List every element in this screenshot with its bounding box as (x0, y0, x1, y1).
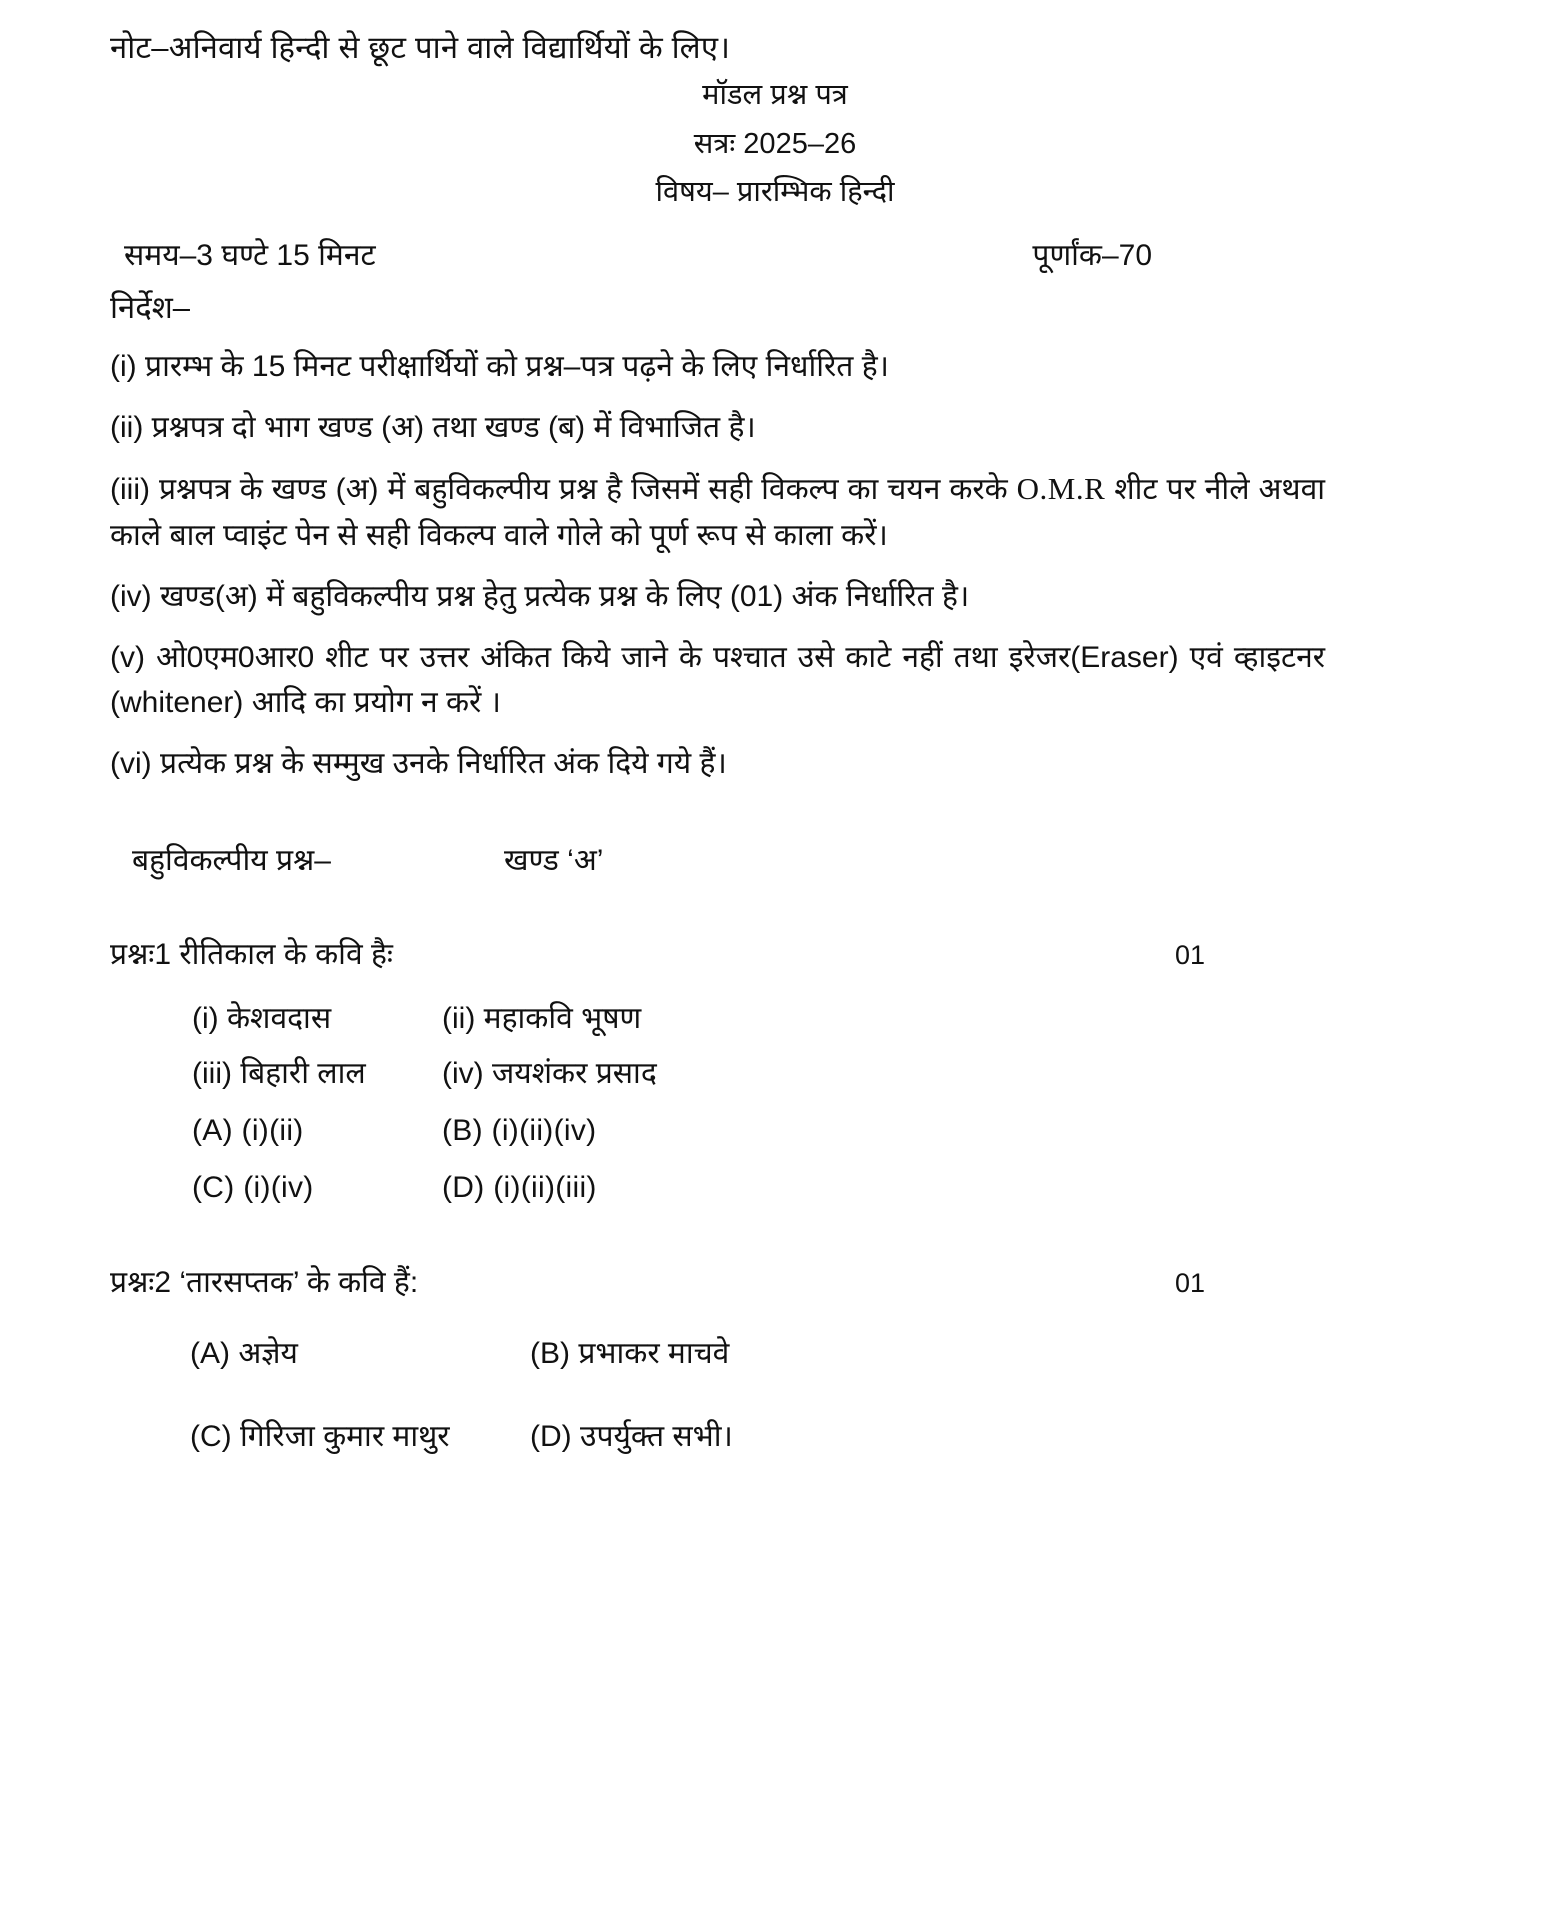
option-d[interactable] (530, 1417, 950, 1456)
instruction-text-mid: ) एवं व्हाइटनर ( (110, 640, 1325, 719)
roman-item-iii (192, 1054, 442, 1093)
instruction-text-before: प्रश्नपत्र के खण्ड (अ) में बहुविकल्पीय प्रश्न है जिसमें सही विकल्प का चयन करके (158, 473, 1008, 507)
question-1-marks: 01 (1175, 939, 1206, 970)
time-allowed: समय–3 घण्टे 15 मिनट (124, 239, 376, 273)
mcq-heading: बहुविकल्पीय प्रश्न– (132, 843, 331, 877)
roman-tag: (iii) (192, 1057, 232, 1091)
question-2 (110, 1263, 1440, 1456)
question-1-roman-items (192, 999, 1440, 1093)
option-text: उपर्युक्त सभी। (580, 1419, 733, 1453)
roman-row (192, 999, 1440, 1038)
instruction-item-3 (110, 466, 1325, 558)
spacer (110, 1304, 1440, 1316)
session-line: सत्रः 2025–26 (693, 127, 857, 160)
instruction-item-5 (110, 635, 1325, 725)
option-text: (i)(ii) (241, 1114, 304, 1148)
option-a[interactable] (192, 1111, 442, 1150)
note-line: नोट–अनिवार्य हिन्दी से छूट पाने वाले विद्यार्थियों के लिए। (110, 30, 731, 65)
roman-text: केशवदास (227, 1002, 332, 1036)
instruction-text: खण्ड(अ) में बहुविकल्पीय प्रश्न हेतु प्रत्येक प्रश्न के लिए (01) अंक निर्धारित है। (160, 579, 970, 613)
instruction-text: प्रत्येक प्रश्न के सम्मुख उनके निर्धारित अंक दिये गये हैं। (160, 746, 727, 780)
roman-tag: (iv) (442, 1057, 484, 1091)
roman-row (192, 1054, 1440, 1093)
khand-a-heading: खण्ड ‘अ’ (504, 843, 604, 877)
paper-title: मॉडल प्रश्न पत्र (702, 79, 848, 112)
instruction-tag: (ii) (110, 411, 144, 445)
option-tag: (A) (192, 1114, 233, 1148)
question-1-stem: प्रश्नः1 रीतिकाल के कवि हैः (110, 937, 393, 971)
instruction-text-before: ओ0एम0आर0 शीट पर उत्तर अंकित किये जाने के पश्चात उसे काटे नहीं तथा इरेजर( (155, 640, 1081, 674)
option-text: अज्ञेय (238, 1336, 298, 1370)
option-row (192, 1111, 1440, 1150)
instruction-tag: (iv) (110, 579, 152, 613)
option-row (190, 1417, 1440, 1456)
option-b[interactable] (442, 1111, 862, 1150)
option-c[interactable] (190, 1417, 530, 1456)
instruction-item-2 (110, 405, 1325, 450)
option-tag: (B) (530, 1336, 570, 1370)
roman-item-ii (442, 999, 862, 1038)
time-marks-row (110, 233, 1440, 274)
option-text: (i)(iv) (243, 1171, 314, 1205)
instruction-tag: (vi) (110, 746, 152, 780)
option-tag: (D) (530, 1419, 572, 1453)
question-2-stem: प्रश्नः2 ‘तारसप्तक’ के कवि हैं: (110, 1266, 419, 1300)
instruction-text: प्रश्नपत्र दो भाग खण्ड (अ) तथा खण्ड (ब) में विभाजित है। (151, 411, 756, 445)
instruction-item-6 (110, 741, 1325, 786)
question-1 (110, 935, 1440, 1208)
omr-label: O.M.R (1016, 471, 1106, 507)
option-text: प्रभाकर माचवे (578, 1336, 730, 1370)
option-a[interactable] (190, 1334, 530, 1373)
option-c[interactable] (192, 1168, 442, 1207)
document-body (110, 28, 1440, 1456)
question-1-stem-line (110, 935, 1440, 976)
instruction-text-after: ) आदि का प्रयोग न करें । (233, 685, 502, 719)
option-tag: (D) (442, 1171, 485, 1205)
option-text: (i)(ii)(iii) (493, 1171, 597, 1205)
roman-tag: (ii) (442, 1002, 476, 1036)
maximum-marks: पूर्णांक–70 (1032, 239, 1152, 273)
instruction-tag: (v) (110, 640, 145, 674)
roman-tag: (i) (192, 1002, 219, 1036)
roman-item-i (192, 999, 442, 1038)
option-text: गिरिजा कुमार माथुर (240, 1419, 450, 1453)
instructions-heading: निर्देश– (110, 290, 191, 326)
question-2-stem-line (110, 1263, 1440, 1304)
option-b[interactable] (530, 1334, 950, 1373)
option-d[interactable] (442, 1168, 862, 1207)
eraser-word: Eraser (1080, 640, 1169, 674)
instruction-text-after: शीट पर नीले अथवा काले बाल प्वाइंट पेन से सही विकल्प वाले गोले को पूर्ण रूप से काला करें। (110, 473, 1326, 552)
option-tag: (C) (192, 1171, 235, 1205)
whitener-word: whitener (120, 685, 234, 719)
option-tag: (A) (190, 1336, 230, 1370)
roman-item-iv (442, 1054, 862, 1093)
question-2-options (190, 1334, 1440, 1456)
subject-line: विषय– प्रारम्भिक हिन्दी (655, 175, 895, 208)
instruction-item-4 (110, 574, 1325, 619)
instruction-tag: (i) (110, 350, 137, 384)
roman-text: जयशंकर प्रसाद (492, 1057, 657, 1091)
question-2-marks: 01 (1175, 1268, 1206, 1299)
option-row (192, 1168, 1440, 1207)
instruction-item-1 (110, 344, 1325, 389)
instruction-text: प्रारम्भ के 15 मिनट परीक्षार्थियों को प्रश्न–पत्र पढ़ने के लिए निर्धारित है। (145, 350, 890, 384)
option-tag: (C) (190, 1419, 232, 1453)
question-1-options (192, 1111, 1440, 1207)
option-tag: (B) (442, 1114, 483, 1148)
section-heading-row (110, 838, 1440, 879)
option-text: (i)(ii)(iv) (491, 1114, 597, 1148)
instruction-tag: (iii) (110, 473, 150, 507)
roman-text: बिहारी लाल (240, 1057, 366, 1091)
roman-text: महाकवि भूषण (483, 1002, 642, 1036)
option-row (190, 1334, 1440, 1373)
